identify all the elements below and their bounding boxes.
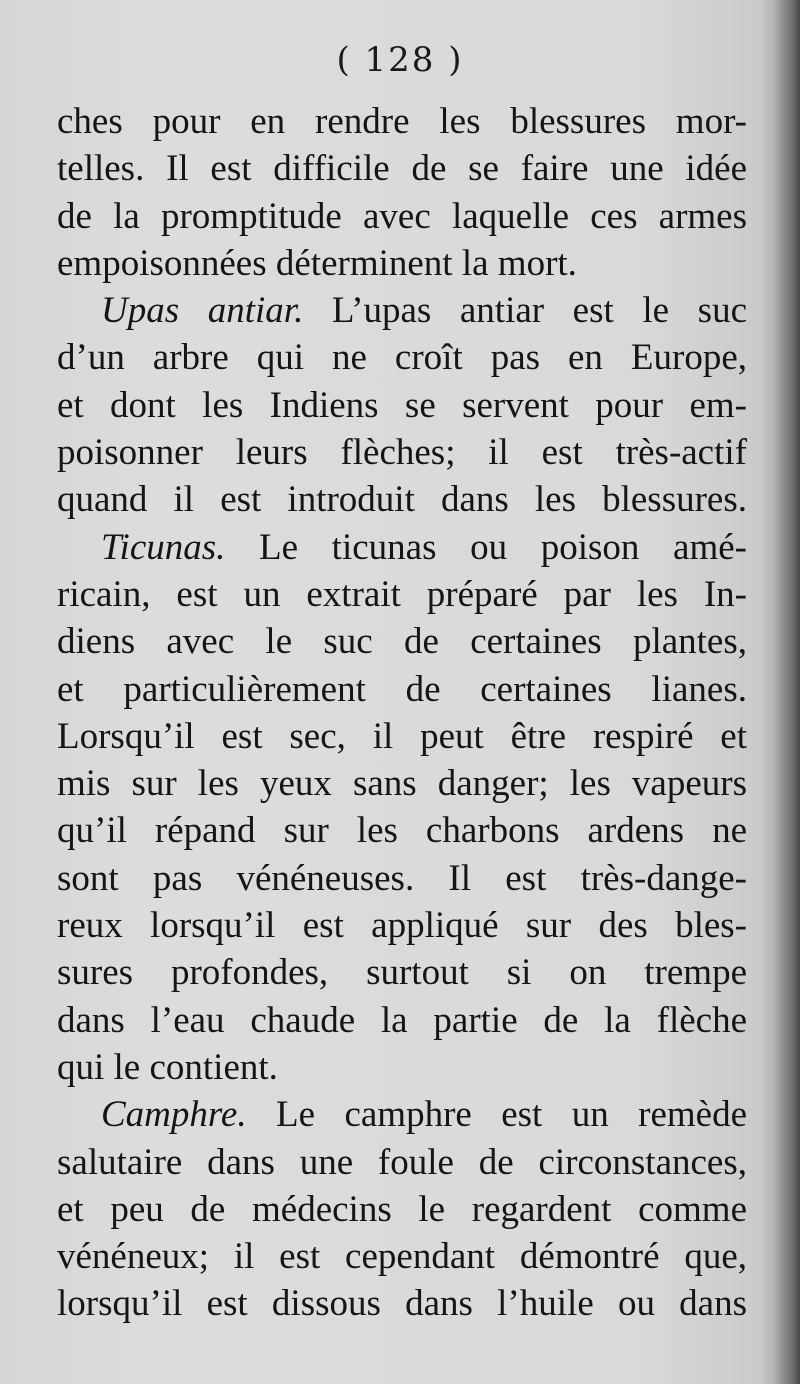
text-line: qu’il répand sur les charbons ardens ne <box>57 810 747 852</box>
text-line: et peu de médecins le regardent comme <box>57 1188 747 1230</box>
body-text <box>57 98 747 1328</box>
text-line <box>57 524 747 571</box>
paragraph-continuation <box>57 98 747 287</box>
text-line: telles. Il est difficile de se faire une idée <box>57 148 747 190</box>
text-line: ricain, est un extrait préparé par les In- <box>57 573 747 615</box>
text-line: qui le contient. <box>57 1046 278 1088</box>
text-line: et dont les Indiens se servent pour em- <box>57 384 747 426</box>
text-line: Lorsqu’il est sec, il peut être respiré et <box>57 715 747 757</box>
text-line: et particulièrement de certaines lianes. <box>57 668 747 710</box>
text-line <box>57 1091 747 1138</box>
paragraph-camphre <box>57 1091 747 1327</box>
text-line: salutaire dans une foule de circonstances, <box>57 1141 747 1183</box>
text-line-rest: Le camphre est un remède <box>246 1094 747 1136</box>
entry-title-upas-antiar: Upas antiar. <box>101 290 304 332</box>
entry-title-camphre: Camphre. <box>101 1094 247 1136</box>
text-line: reux lorsqu’il est appliqué sur des bles- <box>57 905 747 947</box>
text-line <box>57 287 747 334</box>
text-line: dans l’eau chaude la partie de la flèche <box>57 999 747 1041</box>
text-line: lorsqu’il est dissous dans l’huile ou dans <box>57 1283 747 1325</box>
text-line: ches pour en rendre les blessures mor- <box>57 101 747 142</box>
text-line: diens avec le suc de certaines plantes, <box>57 621 747 663</box>
text-line-rest: L’upas antiar est le suc <box>303 290 747 332</box>
entry-title-ticunas: Ticunas. <box>101 526 226 568</box>
paragraph-upas-antiar <box>57 287 747 523</box>
text-line: de la promptitude avec laquelle ces armes <box>57 195 747 237</box>
text-line-rest: Le ticunas ou poison amé- <box>225 526 747 568</box>
text-line: empoisonnées déterminent la mort. <box>57 242 577 284</box>
paragraph-ticunas <box>57 524 747 1092</box>
text-line: quand il est introduit dans les blessures. <box>57 479 747 521</box>
text-line: sures profondes, surtout si on trempe <box>57 952 747 994</box>
text-line: mis sur les yeux sans danger; les vapeurs <box>57 763 747 805</box>
page-edge-shadow <box>774 0 800 1384</box>
text-line: d’un arbre qui ne croît pas en Europe, <box>57 337 747 379</box>
text-line: vénéneux; il est cependant démontré que, <box>57 1236 747 1278</box>
text-line: poisonner leurs flèches; il est très-actif <box>57 432 747 474</box>
page-number: ( 128 ) <box>336 40 464 80</box>
text-line: sont pas vénéneuses. Il est très-dange- <box>57 857 747 899</box>
